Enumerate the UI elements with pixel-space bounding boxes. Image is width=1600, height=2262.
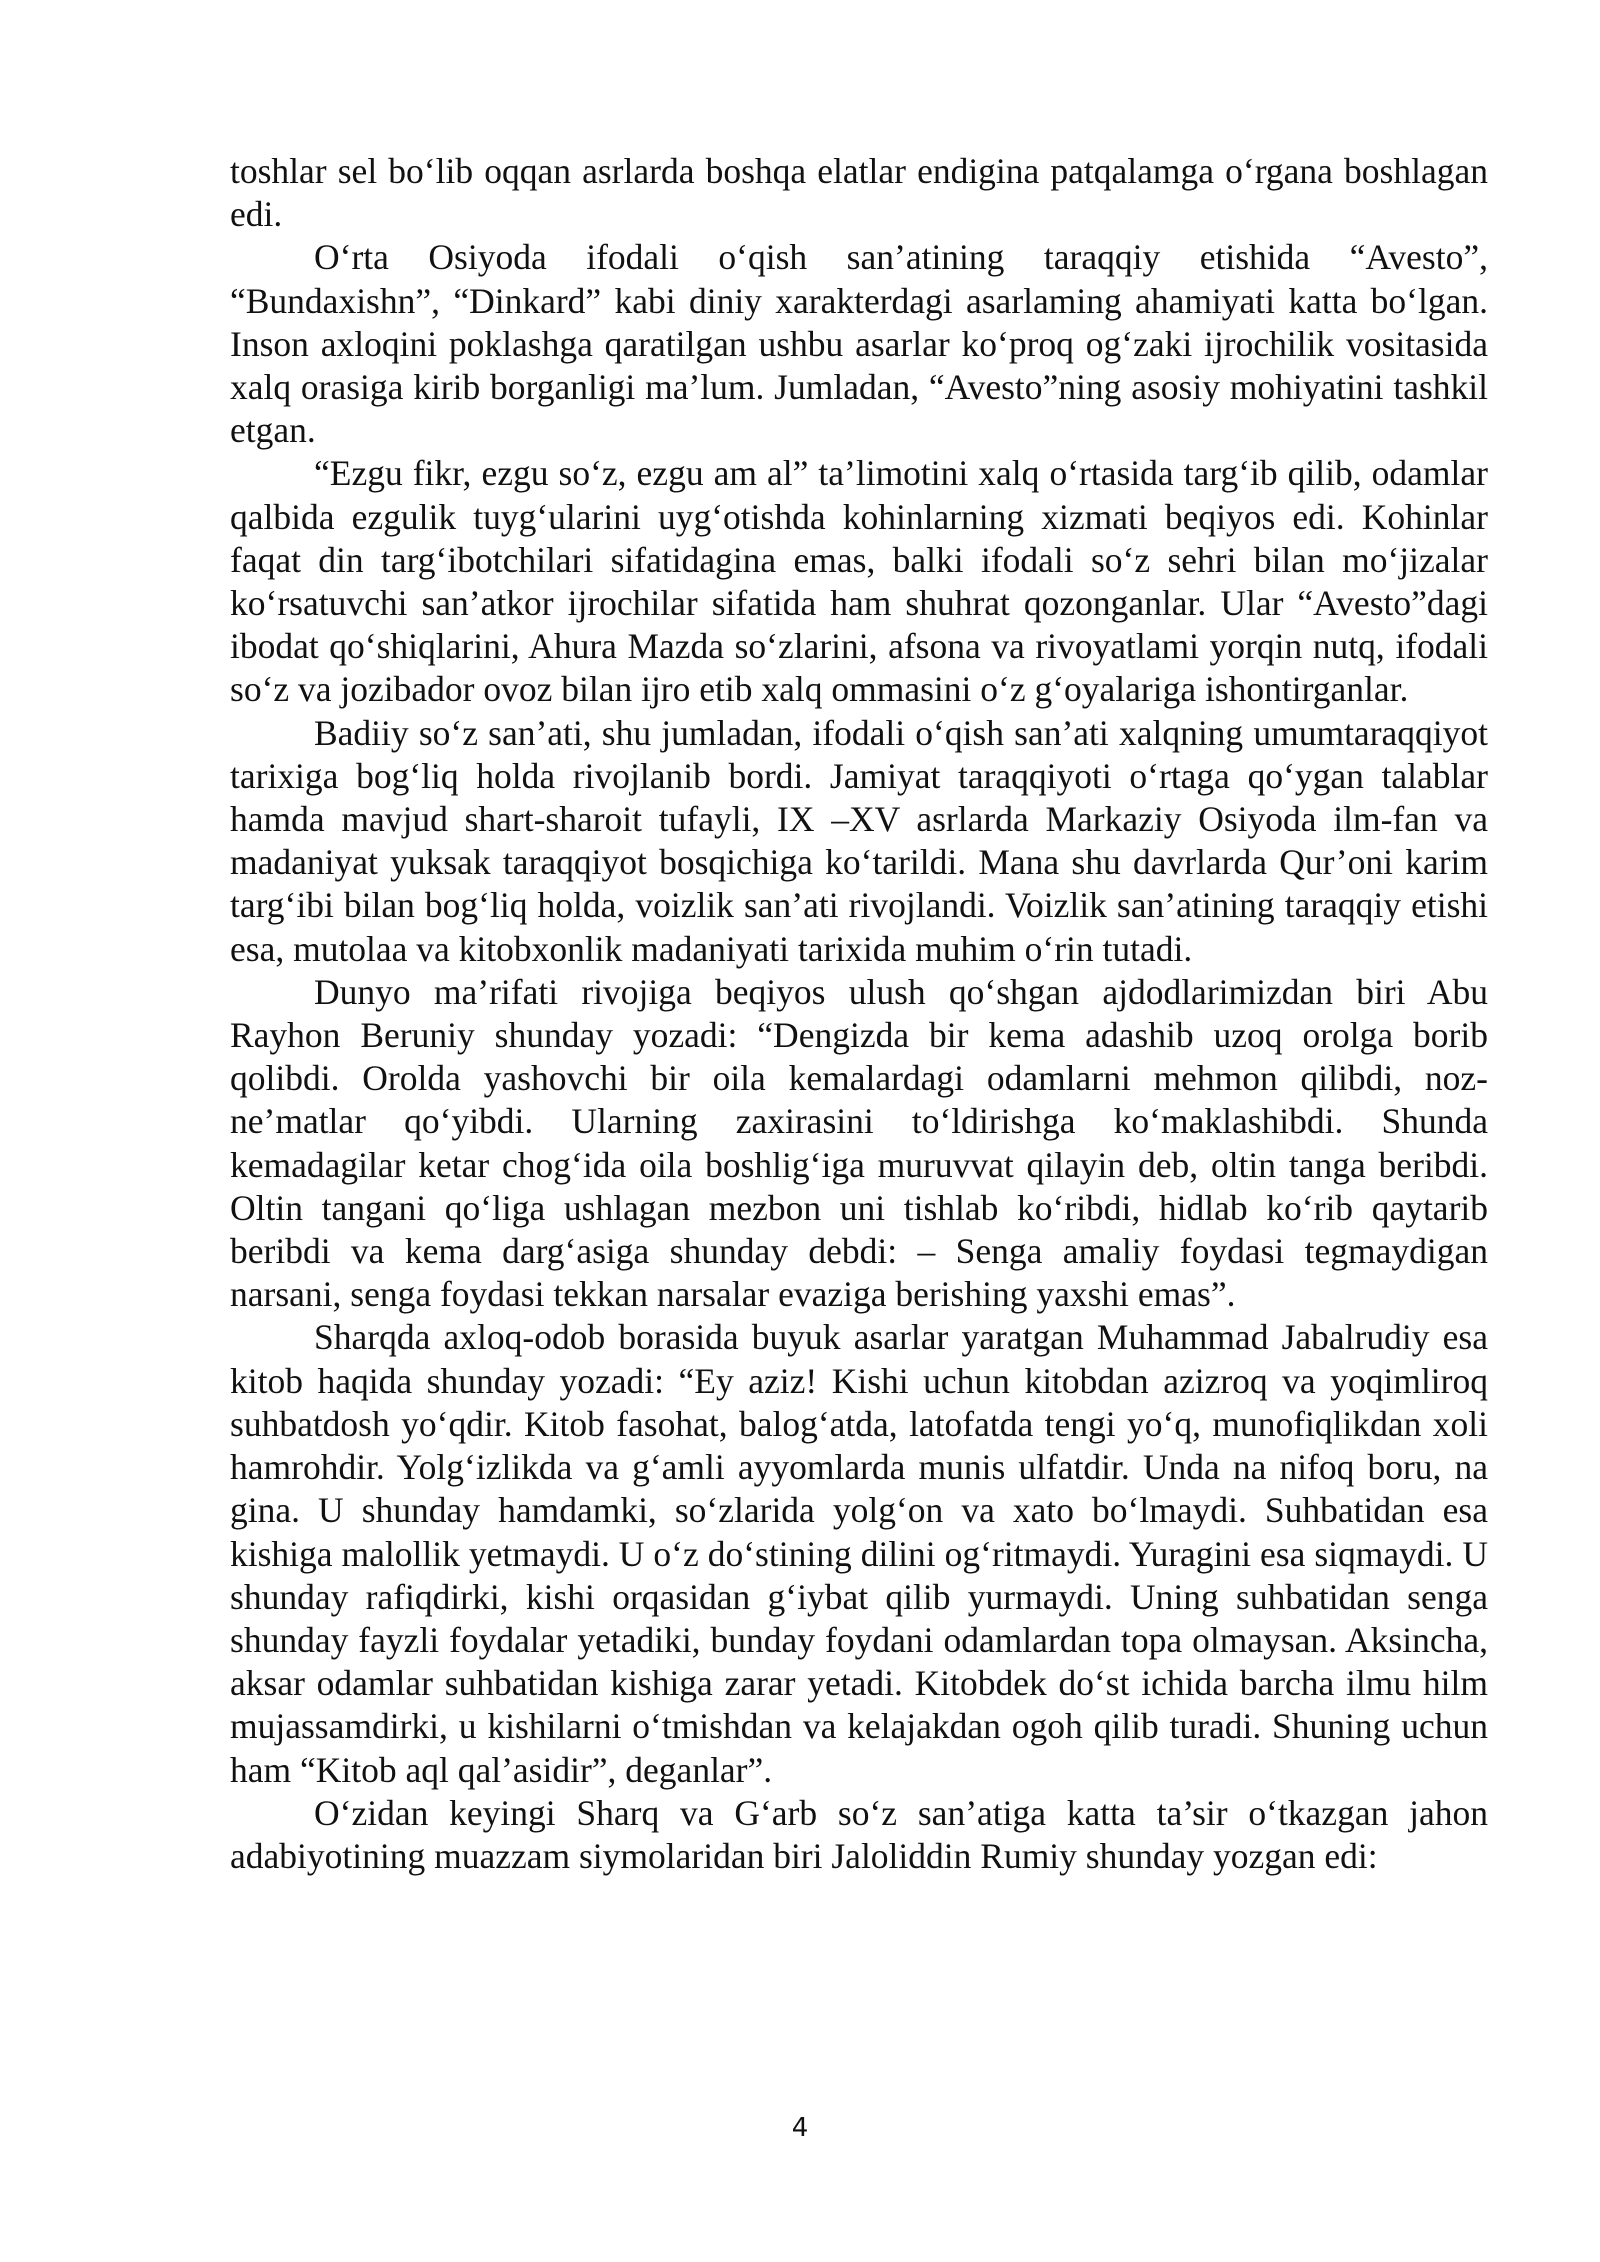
paragraph-badiiy-soz: Badiiy so‘z san’ati, shu jumladan, ifodali o‘qish san’ati xalqning umumtaraqqiyot tarixiga bog‘liq holda rivojlanib bordi. Jamiyat taraqqiyoti o‘rtaga qo‘ygan talablar hamda mavjud shart-sharoit tufayli, IX –XV asrlarda Markaziy Osiyoda ilm-fan va madaniyat yuksak taraqqiyot bosqichiga ko‘tarildi. Mana shu davrlarda Qur’oni karim targ‘ibi bilan bog‘liq holda, voizlik san’ati rivojlandi. Voizlik san’atining taraqqiy etishi esa, mutolaa va kitobxonlik madaniyati tarixida muhim o‘rin tutadi.: [230, 712, 1488, 969]
page-number: 4: [791, 2113, 809, 2143]
paragraph-beruniy: Dunyo ma’rifati rivojiga beqiyos ulush qo‘shgan ajdodlarimizdan biri Abu Rayhon Beruniy shunday yozadi: “Dengizda bir kema adashib uzoq orolga borib qolibdi. Orolda yashovchi bir oila kemalardagi odamlarni mehmon qilibdi, noz-ne’matlar qo‘yibdi. Ularning zaxirasini to‘ldirishga ko‘maklashibdi. Shunda kemadagilar ketar chog‘ida oila boshlig‘iga muruvvat qilayin deb, oltin tanga beribdi. Oltin tangani qo‘liga ushlagan mezbon uni tishlab ko‘ribdi, hidlab ko‘rib qaytarib beribdi va kema darg‘asiga shunday debdi: – Senga amaliy foydasi tegmaydigan narsani, senga foydasi tekkan narsalar evaziga berishing yaxshi emas”.: [230, 971, 1488, 1315]
document-body: [230, 150, 1488, 1878]
paragraph-rumiy: O‘zidan keyingi Sharq va G‘arb so‘z san’atiga katta ta’sir o‘tkazgan jahon adabiyotining muazzam siymolaridan biri Jaloliddin Rumiy shunday yozgan edi:: [230, 1792, 1488, 1876]
paragraph-avesto: O‘rta Osiyoda ifodali o‘qish san’atining taraqqiy etishida “Avesto”, “Bundaxishn”, “Dinkard” kabi diniy xarakterdagi asarlaming ahamiyati katta bo‘lgan. Inson axloqini poklashga qaratilgan ushbu asarlar ko‘proq og‘zaki ijrochilik vositasida xalq orasiga kirib borganligi ma’lum. Jumladan, “Avesto”ning asosiy mohiyatini tashkil etgan.: [230, 237, 1488, 451]
paragraph-continuation: toshlar sel bo‘lib oqqan asrlarda boshqa elatlar endigina patqalamga o‘rgana boshlagan edi.: [230, 151, 1488, 235]
paragraph-ezgu-fikr: “Ezgu fikr, ezgu so‘z, ezgu am al” ta’limotini xalq o‘rtasida targ‘ib qilib, odamlar qalbida ezgulik tuyg‘ularini uyg‘otishda kohinlarning xizmati beqiyos edi. Kohinlar faqat din targ‘ibotchilari sifatidagina emas, balki ifodali so‘z sehri bilan mo‘jizalar ko‘rsatuvchi san’atkor ijrochilar sifatida ham shuhrat qozonganlar. Ular “Avesto”dagi ibodat qo‘shiqlarini, Ahura Mazda so‘zlarini, afsona va rivoyatlami yorqin nutq, ifodali so‘z va jozibador ovoz bilan ijro etib xalq ommasini o‘z g‘oyalariga ishontirganlar.: [230, 453, 1488, 710]
paragraph-jabalrudiy: Sharqda axloq-odob borasida buyuk asarlar yaratgan Muhammad Jabalrudiy esa kitob haqida shunday yozadi: “Ey aziz! Kishi uchun kitobdan azizroq va yoqimliroq suhbatdosh yo‘qdir. Kitob fasohat, balog‘atda, latofatda tengi yo‘q, munofiqlikdan xoli hamrohdir. Yolg‘izlikda va g‘amli ayyomlarda munis ulfatdir. Unda na nifoq boru, na gina. U shunday hamdamki, so‘zlarida yolg‘on va xato bo‘lmaydi. Suhbatidan esa kishiga malollik yetmaydi. U o‘z do‘stining dilini og‘ritmaydi. Yuragini esa siqmaydi. U shunday rafiqdirki, kishi orqasidan g‘iybat qilib yurmaydi. Uning suhbatidan senga shunday fayzli foydalar yetadiki, bunday foydani odamlardan topa olmaysan. Aksincha, aksar odamlar suhbatidan kishiga zarar yetadi. Kitobdek do‘st ichida barcha ilmu hilm mujassamdirki, u kishilarni o‘tmishdan va kelajakdan ogoh qilib turadi. Shuning uchun ham “Kitob aql qal’asidir”, deganlar”.: [230, 1317, 1488, 1790]
